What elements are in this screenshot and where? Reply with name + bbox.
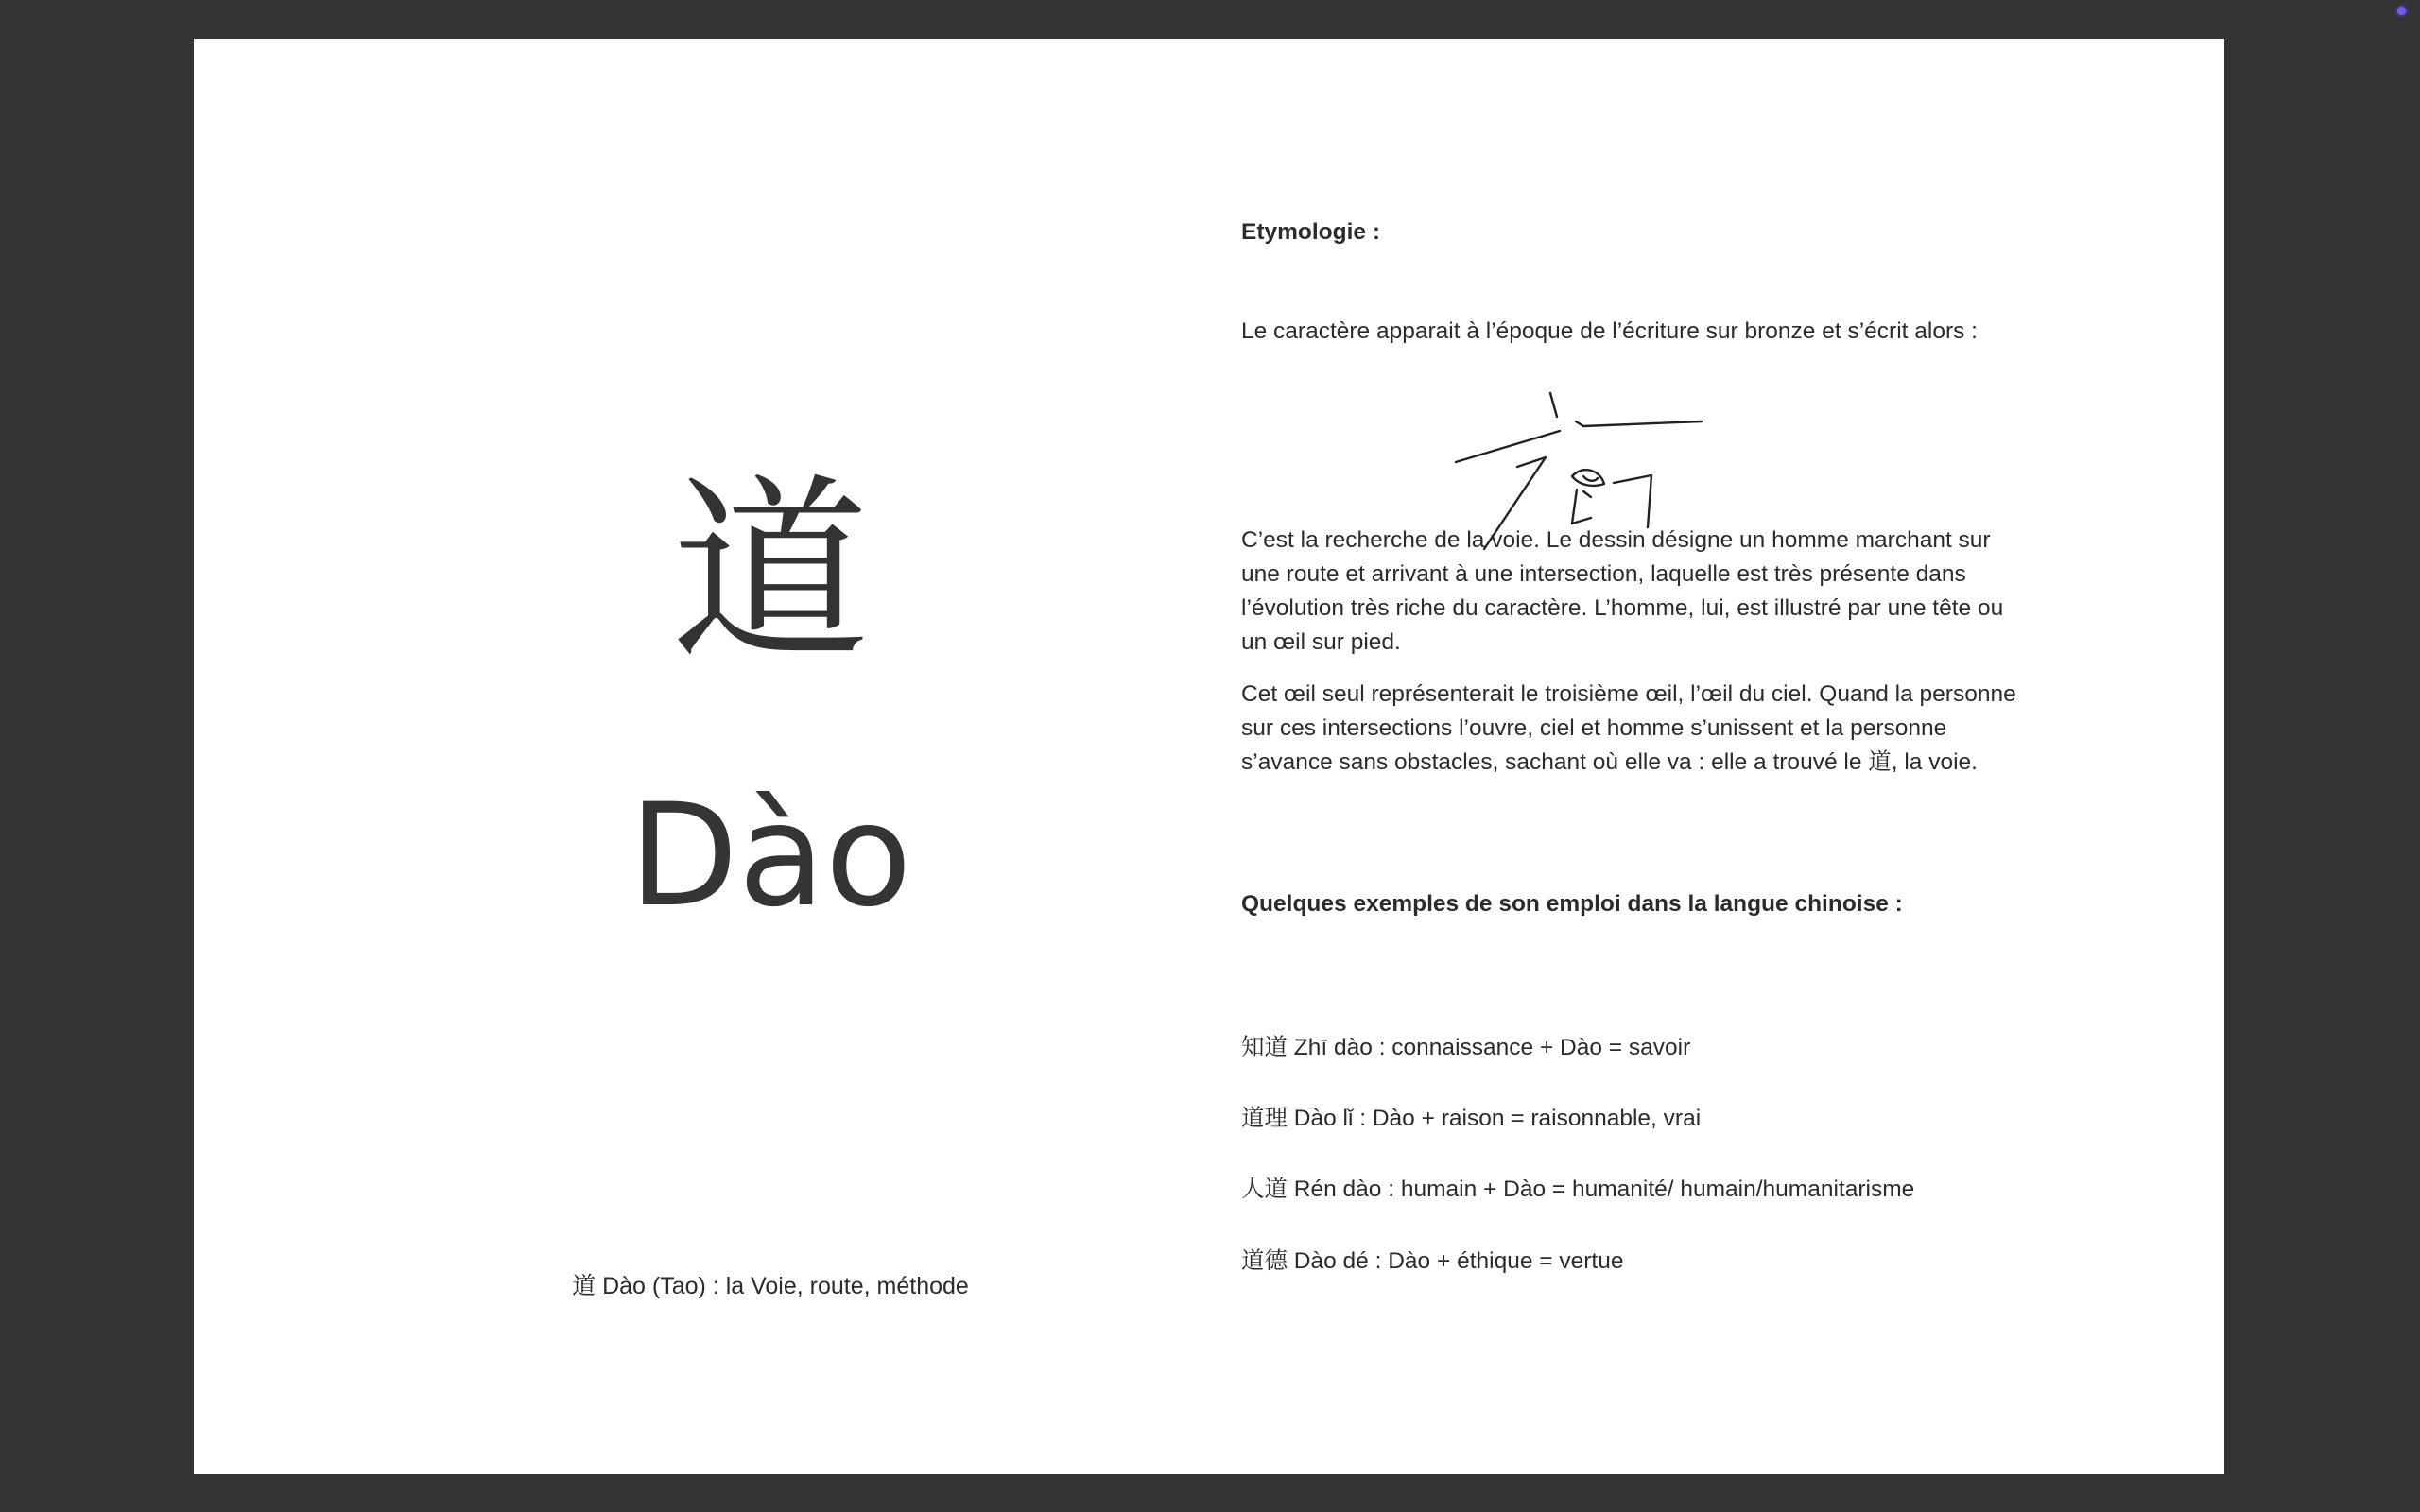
etymology-heading: Etymologie : (1241, 219, 1381, 245)
document-page (194, 39, 2224, 1474)
status-indicator-dot (2397, 7, 2406, 15)
etymology-intro: Le caractère apparait à l’époque de l’écriture sur bronze et s’écrit alors : (1241, 318, 1978, 344)
example-item: 知道 Zhī dào : connaissance + Dào = savoir (1241, 1035, 1691, 1060)
example-item: 道理 Dào lǐ : Dào + raison = raisonnable, vrai (1241, 1106, 1702, 1131)
large-pinyin: Dào (629, 774, 912, 938)
character-caption: 道 Dào (Tao) : la Voie, route, méthode (572, 1273, 969, 1299)
large-character: 道 (670, 456, 870, 688)
etymology-paragraph-2: Cet œil seul représenterait le troisième œil, l’œil du ciel. Quand la personne sur ces intersections l’ouvre, ciel et homme s’unissent et la personne s’avance sans obstacles, sachant où elle va : elle a trouvé le 道, la voie. (1241, 681, 2016, 775)
example-item: 人道 Rén dào : humain + Dào = humanité/ humain/humanitarisme (1241, 1177, 1915, 1202)
example-item: 道德 Dào dé : Dào + éthique = vertue (1241, 1248, 1624, 1274)
etymology-paragraph-1: C’est la recherche de la voie. Le dessin désigne un homme marchant sur une route et arrivant à une intersection, laquelle est très présente dans l’évolution très riche du caractère. L’homme, lui, est illustré par une tête ou un œil sur pied. (1241, 527, 2004, 655)
examples-heading: Quelques exemples de son emploi dans la langue chinoise : (1241, 891, 1903, 917)
